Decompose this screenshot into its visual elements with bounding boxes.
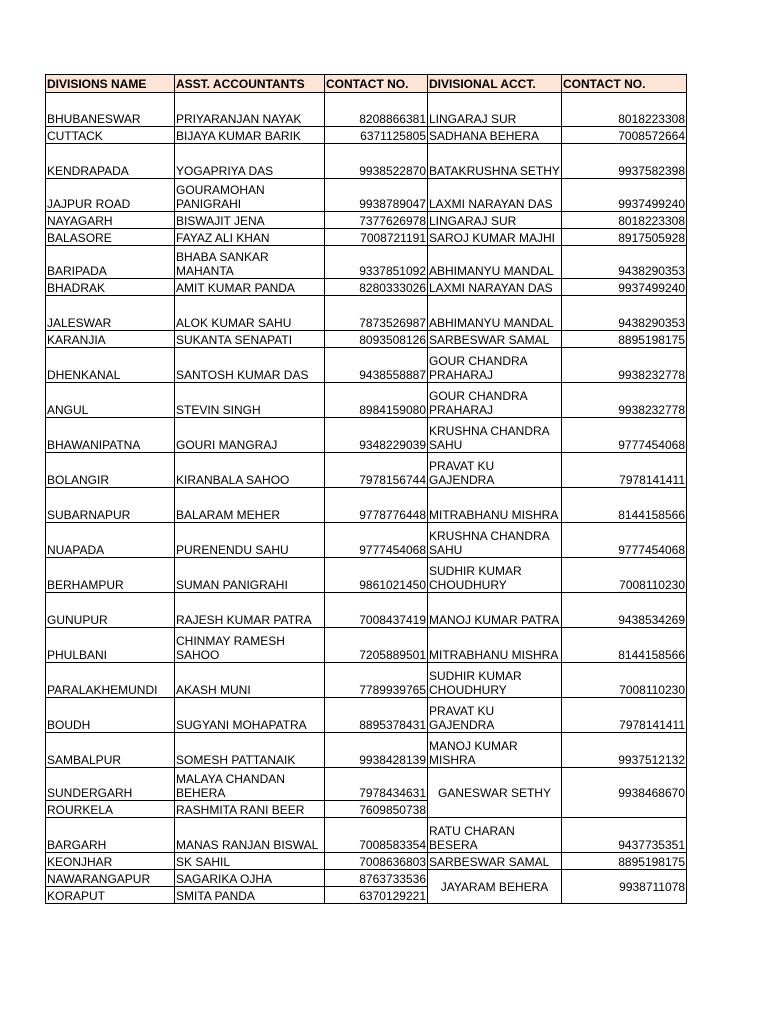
divisional-acct: ABHIMANYU MANDAL xyxy=(428,296,562,331)
divisional-acct: GOUR CHANDRA PRAHARAJ xyxy=(428,348,562,383)
asst-accountant: BISWAJIT JENA xyxy=(175,212,325,229)
asst-contact: 7205889501 xyxy=(325,628,428,663)
asst-accountant: SUGYANI MOHAPATRA xyxy=(175,698,325,733)
table-row xyxy=(46,246,687,279)
asst-contact: 8208866381 xyxy=(325,93,428,127)
asst-accountant: AKASH MUNI xyxy=(175,663,325,698)
table-row xyxy=(46,418,687,453)
division-name: GUNUPUR xyxy=(46,593,175,628)
asst-contact: 8984159080 xyxy=(325,383,428,418)
table-row xyxy=(46,348,687,383)
asst-contact: 7609850738 xyxy=(325,801,428,818)
asst-accountant: SK SAHIL xyxy=(175,853,325,870)
division-name: KARANJIA xyxy=(46,331,175,348)
divisional-acct: SARBESWAR SAMAL xyxy=(428,331,562,348)
division-name: SUNDERGARH xyxy=(46,768,175,801)
divisional-contact: 8895198175 xyxy=(562,853,687,870)
divisional-contact: 9438534269 xyxy=(562,593,687,628)
asst-contact: 8895378431 xyxy=(325,698,428,733)
table-row xyxy=(46,279,687,296)
divisional-acct: MANOJ KUMAR MISHRA xyxy=(428,733,562,768)
divisional-contact: 9938468670 xyxy=(562,768,687,818)
divisional-acct: LAXMI NARAYAN DAS xyxy=(428,179,562,212)
table-row xyxy=(46,93,687,127)
division-name: KENDRAPADA xyxy=(46,144,175,179)
asst-contact: 7978434631 xyxy=(325,768,428,801)
divisional-contact: 8895198175 xyxy=(562,331,687,348)
asst-accountant: PRIYARANJAN NAYAK xyxy=(175,93,325,127)
table-row xyxy=(46,768,687,801)
divisional-contact: 9937582398 xyxy=(562,144,687,179)
asst-contact: 9777454068 xyxy=(325,523,428,558)
asst-accountant: PURENENDU SAHU xyxy=(175,523,325,558)
asst-contact: 9861021450 xyxy=(325,558,428,593)
asst-accountant: AMIT KUMAR PANDA xyxy=(175,279,325,296)
divisional-acct: SARBESWAR SAMAL xyxy=(428,853,562,870)
asst-accountant: GOURI MANGRAJ xyxy=(175,418,325,453)
asst-accountant: SUKANTA SENAPATI xyxy=(175,331,325,348)
division-name: DHENKANAL xyxy=(46,348,175,383)
table-row xyxy=(46,663,687,698)
table-row xyxy=(46,628,687,663)
table-row xyxy=(46,453,687,488)
header-divisional-contact-no: CONTACT NO. xyxy=(562,75,687,93)
table-row xyxy=(46,144,687,179)
asst-contact: 7008636803 xyxy=(325,853,428,870)
table-row xyxy=(46,383,687,418)
divisional-contact: 9937499240 xyxy=(562,279,687,296)
table-row xyxy=(46,179,687,212)
asst-accountant: GOURAMOHAN PANIGRAHI xyxy=(175,179,325,212)
table-row xyxy=(46,488,687,523)
division-name: JAJPUR ROAD xyxy=(46,179,175,212)
asst-contact: 8763733536 xyxy=(325,870,428,887)
asst-accountant: RASHMITA RANI BEER xyxy=(175,801,325,818)
asst-accountant: MALAYA CHANDAN BEHERA xyxy=(175,768,325,801)
division-name: SAMBALPUR xyxy=(46,733,175,768)
divisional-acct: MANOJ KUMAR PATRA xyxy=(428,593,562,628)
asst-contact: 7978156744 xyxy=(325,453,428,488)
division-name: BOUDH xyxy=(46,698,175,733)
asst-contact: 9438558887 xyxy=(325,348,428,383)
table-row xyxy=(46,331,687,348)
division-name: NUAPADA xyxy=(46,523,175,558)
division-name: BOLANGIR xyxy=(46,453,175,488)
divisional-acct: KRUSHNA CHANDRA SAHU xyxy=(428,418,562,453)
asst-contact: 8280333026 xyxy=(325,279,428,296)
asst-contact: 7873526987 xyxy=(325,296,428,331)
divisional-acct: LAXMI NARAYAN DAS xyxy=(428,279,562,296)
asst-contact: 6370129221 xyxy=(325,887,428,904)
asst-accountant: BIJAYA KUMAR BARIK xyxy=(175,127,325,144)
divisional-acct: SUDHIR KUMAR CHOUDHURY xyxy=(428,663,562,698)
asst-accountant: SAGARIKA OJHA xyxy=(175,870,325,887)
divisional-contact: 8917505928 xyxy=(562,229,687,246)
asst-accountant: SOMESH PATTANAIK xyxy=(175,733,325,768)
asst-accountant: SUMAN PANIGRAHI xyxy=(175,558,325,593)
table-row xyxy=(46,212,687,229)
divisional-acct: MITRABHANU MISHRA xyxy=(428,488,562,523)
table-row xyxy=(46,733,687,768)
asst-accountant: ALOK KUMAR SAHU xyxy=(175,296,325,331)
header-row xyxy=(46,75,687,93)
table-row xyxy=(46,558,687,593)
asst-contact: 9778776448 xyxy=(325,488,428,523)
division-name: SUBARNAPUR xyxy=(46,488,175,523)
table-row xyxy=(46,593,687,628)
divisional-acct: GOUR CHANDRA PRAHARAJ xyxy=(428,383,562,418)
divisional-contact: 7978141411 xyxy=(562,453,687,488)
divisional-contact: 9938232778 xyxy=(562,348,687,383)
asst-accountant: MANAS RANJAN BISWAL xyxy=(175,818,325,853)
table-row xyxy=(46,229,687,246)
asst-accountant: BALARAM MEHER xyxy=(175,488,325,523)
divisional-acct: RATU CHARAN BESERA xyxy=(428,818,562,853)
division-name: ANGUL xyxy=(46,383,175,418)
header-contact-no: CONTACT NO. xyxy=(325,75,428,93)
divisional-acct: LINGARAJ SUR xyxy=(428,93,562,127)
divisional-contact: 8144158566 xyxy=(562,488,687,523)
division-name: BHUBANESWAR xyxy=(46,93,175,127)
asst-accountant: YOGAPRIYA DAS xyxy=(175,144,325,179)
contacts-table xyxy=(45,74,687,904)
asst-accountant: FAYAZ ALI KHAN xyxy=(175,229,325,246)
divisional-acct: SAROJ KUMAR MAJHI xyxy=(428,229,562,246)
asst-contact: 9938789047 xyxy=(325,179,428,212)
division-name: PARALAKHEMUNDI xyxy=(46,663,175,698)
divisional-contact: 9938232778 xyxy=(562,383,687,418)
asst-contact: 9348229039 xyxy=(325,418,428,453)
asst-accountant: SANTOSH KUMAR DAS xyxy=(175,348,325,383)
division-name: ROURKELA xyxy=(46,801,175,818)
table-row xyxy=(46,853,687,870)
divisional-acct: ABHIMANYU MANDAL xyxy=(428,246,562,279)
header-asst-accountants: ASST. ACCOUNTANTS xyxy=(175,75,325,93)
division-name: BHADRAK xyxy=(46,279,175,296)
table-row xyxy=(46,296,687,331)
divisional-acct: SADHANA BEHERA xyxy=(428,127,562,144)
divisional-contact: 8018223308 xyxy=(562,93,687,127)
division-name: BHAWANIPATNA xyxy=(46,418,175,453)
division-name: PHULBANI xyxy=(46,628,175,663)
divisional-acct: KRUSHNA CHANDRA SAHU xyxy=(428,523,562,558)
division-name: BERHAMPUR xyxy=(46,558,175,593)
asst-contact: 9938522870 xyxy=(325,144,428,179)
division-name: NAYAGARH xyxy=(46,212,175,229)
divisional-contact: 7008110230 xyxy=(562,663,687,698)
divisional-contact: 9438290353 xyxy=(562,246,687,279)
divisional-contact: 9438290353 xyxy=(562,296,687,331)
table-row xyxy=(46,698,687,733)
asst-accountant: BHABA SANKAR MAHANTA xyxy=(175,246,325,279)
table-row xyxy=(46,818,687,853)
division-name: JALESWAR xyxy=(46,296,175,331)
division-name: NAWARANGAPUR xyxy=(46,870,175,887)
divisional-contact: 9437735351 xyxy=(562,818,687,853)
division-name: BARGARH xyxy=(46,818,175,853)
asst-contact: 9938428139 xyxy=(325,733,428,768)
asst-accountant: RAJESH KUMAR PATRA xyxy=(175,593,325,628)
asst-contact: 7377626978 xyxy=(325,212,428,229)
table-row xyxy=(46,870,687,887)
divisional-contact: 8018223308 xyxy=(562,212,687,229)
asst-contact: 7008437419 xyxy=(325,593,428,628)
divisional-contact: 9777454068 xyxy=(562,418,687,453)
asst-contact: 6371125805 xyxy=(325,127,428,144)
table-row xyxy=(46,523,687,558)
header-divisions-name: DIVISIONS NAME xyxy=(46,75,175,93)
divisional-acct: LINGARAJ SUR xyxy=(428,212,562,229)
asst-contact: 9337851092 xyxy=(325,246,428,279)
divisional-acct: JAYARAM BEHERA xyxy=(428,870,562,904)
asst-contact: 7789939765 xyxy=(325,663,428,698)
divisional-contact: 7008572664 xyxy=(562,127,687,144)
asst-contact: 7008583354 xyxy=(325,818,428,853)
header-divisional-acct: DIVISIONAL ACCT. xyxy=(428,75,562,93)
divisional-contact: 7008110230 xyxy=(562,558,687,593)
divisional-contact: 9937499240 xyxy=(562,179,687,212)
divisional-contact: 9937512132 xyxy=(562,733,687,768)
divisional-contact: 9938711078 xyxy=(562,870,687,904)
asst-accountant: SMITA PANDA xyxy=(175,887,325,904)
asst-accountant: STEVIN SINGH xyxy=(175,383,325,418)
divisional-contact: 8144158566 xyxy=(562,628,687,663)
divisional-acct: SUDHIR KUMAR CHOUDHURY xyxy=(428,558,562,593)
divisional-acct: PRAVAT KU GAJENDRA xyxy=(428,453,562,488)
division-name: CUTTACK xyxy=(46,127,175,144)
asst-contact: 8093508126 xyxy=(325,331,428,348)
division-name: BALASORE xyxy=(46,229,175,246)
divisional-contact: 7978141411 xyxy=(562,698,687,733)
divisional-acct: BATAKRUSHNA SETHY xyxy=(428,144,562,179)
division-name: BARIPADA xyxy=(46,246,175,279)
asst-accountant: KIRANBALA SAHOO xyxy=(175,453,325,488)
asst-accountant: CHINMAY RAMESH SAHOO xyxy=(175,628,325,663)
divisional-contact: 9777454068 xyxy=(562,523,687,558)
table-row xyxy=(46,127,687,144)
division-name: KORAPUT xyxy=(46,887,175,904)
divisional-acct: GANESWAR SETHY xyxy=(428,768,562,818)
asst-contact: 7008721191 xyxy=(325,229,428,246)
divisional-acct: PRAVAT KU GAJENDRA xyxy=(428,698,562,733)
divisional-acct: MITRABHANU MISHRA xyxy=(428,628,562,663)
division-name: KEONJHAR xyxy=(46,853,175,870)
